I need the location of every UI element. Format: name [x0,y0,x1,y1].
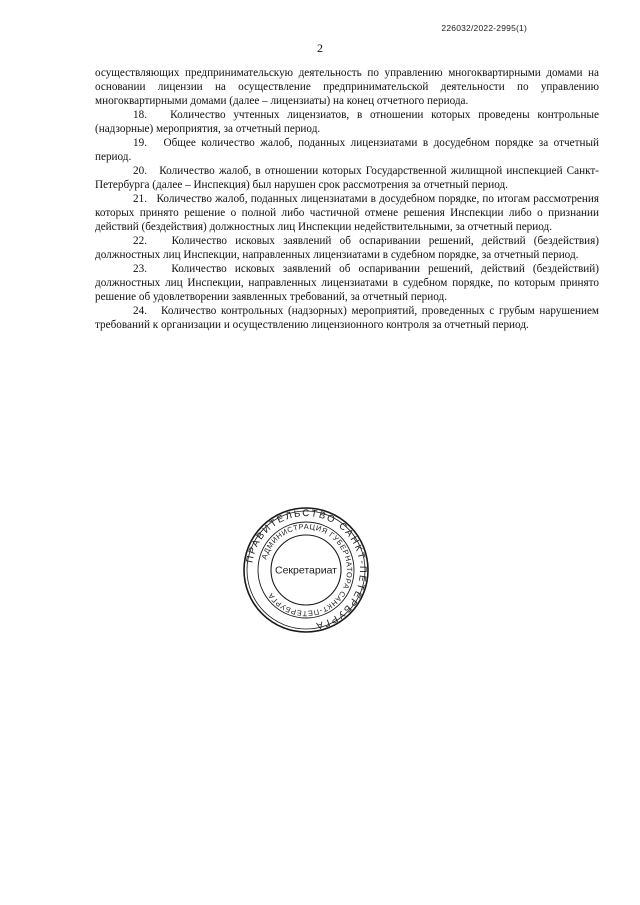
list-item-18: 18. Количество учтенных лицензиатов, в отношении которых проведены контрольные (надзорные) мероприятия, за отчетный период. [95,109,599,135]
list-item-19: 19. Общее количество жалоб, поданных лицензиатами в досудебном порядке за отчетный период. [95,137,599,163]
list-item-24: 24. Количество контрольных (надзорных) мероприятий, проведенных с грубым нарушением требований к организации и осуществлению лицензионного контроля за отчетный период. [95,305,599,331]
seal-inner-text: АДМИНИСТРАЦИЯ ГУБЕРНАТОРА САНКТ-ПЕТЕРБУРГА [259,521,355,619]
document-registration-number: 226032/2022-2995(1) [441,23,527,33]
list-item-20: 20. Количество жалоб, в отношении которых Государственной жилищной инспекцией Санкт-Петербурга (далее – Инспекция) был нарушен срок рассмотрения за отчетный период. [95,165,599,191]
list-item-22: 22. Количество исковых заявлений об оспаривании решений, действий (бездействия) должностных лиц Инспекции, направленных лицензиатами в судебном порядке, за отчетный период. [95,235,599,261]
page-number: 2 [317,41,323,55]
document-body [95,66,599,332]
seal-outer-text: ПРАВИТЕЛЬСТВО САНКТ-ПЕТЕРБУРГА [244,507,369,632]
list-item-21: 21. Количество жалоб, поданных лицензиатами в досудебном порядке, по итогам рассмотрения которых принято решение о полной либо частичной отмене решения Инспекции либо о признании действий (бездействия) должностных лиц Инспекции недействительными, за отчетный период. [95,193,599,233]
list-item-23: 23. Количество исковых заявлений об оспаривании решений, действий (бездействий) должностных лиц Инспекции, направленных лицензиатами в судебном порядке, по которым принято решение об удовлетворении заявленных требований, за отчетный период. [95,263,599,303]
seal-center-text: Секретариат [274,564,338,577]
seal-graphic [242,506,370,634]
paragraph-continuation: осуществляющих предпринимательскую деятельность по управлению многоквартирными домами на основании лицензии на осуществление предпринимательской деятельности по управлению многоквартирными домами (далее – лицензиаты) на конец отчетного периода. [95,67,599,107]
official-seal-stamp [242,506,370,634]
